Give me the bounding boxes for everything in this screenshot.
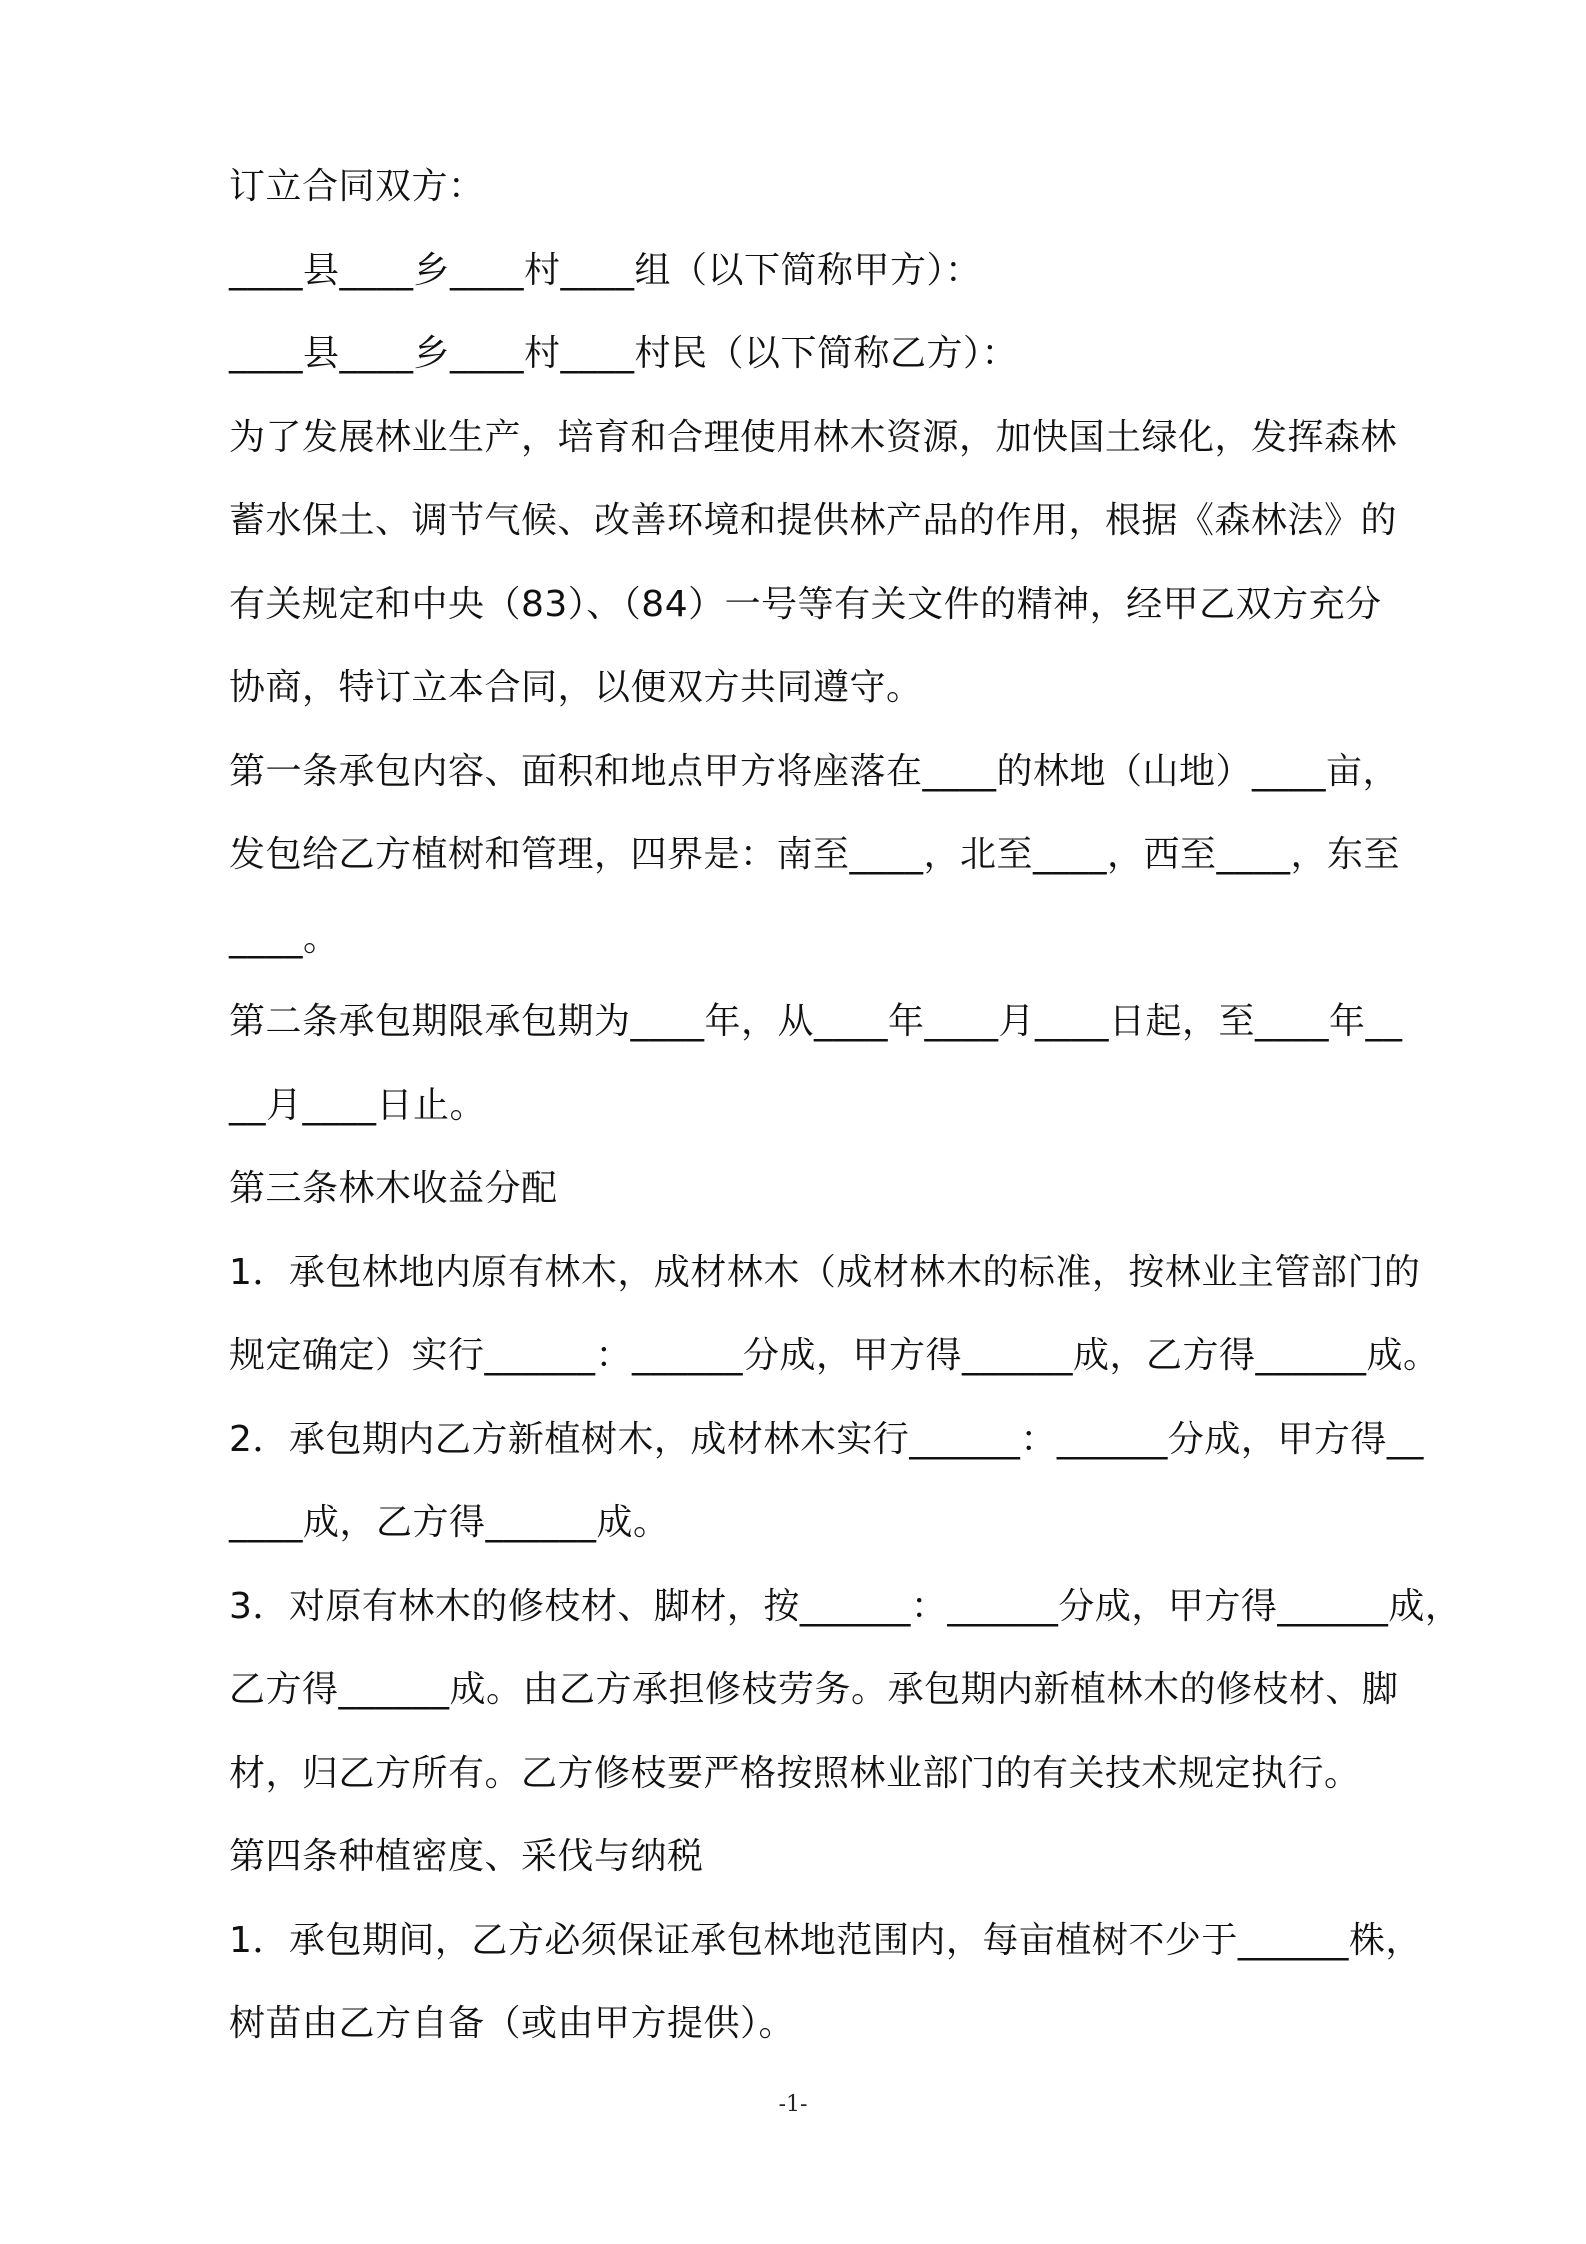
text-line: 1．承包林地内原有林木，成材林木（成材林木的标准，按林业主管部门的 (229, 1252, 1421, 1293)
text-line: __月____日止。 (229, 1085, 487, 1126)
text-line: ____成，乙方得______成。 (229, 1502, 670, 1543)
text-line: 协商，特订立本合同，以便双方共同遵守。 (229, 667, 923, 708)
text-line: 蓄水保土、调节气候、改善环境和提供林产品的作用，根据《森林法》的 (229, 500, 1398, 541)
text-line: 3．对原有林木的修枝材、脚材，按______：______分成，甲方得______成， (229, 1586, 1462, 1627)
text-line: 发包给乙方植树和管理，四界是：南至____，北至____，西至____，东至 (229, 834, 1401, 875)
text-line: 树苗由乙方自备（或由甲方提供）。 (229, 2003, 796, 2044)
text-line: 第二条承包期限承包期为____年，从____年____月____日起，至____年__ (229, 1001, 1403, 1042)
text-line: 第一条承包内容、面积和地点甲方将座落在____的林地（山地）____亩， (229, 751, 1400, 792)
text-line: 材，归乙方所有。乙方修枝要严格按照林业部门的有关技术规定执行。 (229, 1753, 1361, 1794)
text-line: 2．承包期内乙方新植树木，成材林木实行______：______分成，甲方得__ (229, 1419, 1424, 1460)
text-line: 规定确定）实行______：______分成，甲方得______成，乙方得______成。 (229, 1335, 1440, 1376)
text-line: 为了发展林业生产，培育和合理使用林木资源，加快国土绿化，发挥森林 (229, 417, 1398, 458)
text-line: 第三条林木收益分配 (229, 1168, 558, 1209)
text-line: ____县____乡____村____村民（以下简称乙方）： (229, 333, 1019, 374)
text-line: 1．承包期间，乙方必须保证承包林地范围内，每亩植树不少于______株， (229, 1920, 1422, 1961)
page-number: -1- (778, 2092, 808, 2117)
text-line: ____。 (229, 918, 340, 959)
text-line: 第四条种植密度、采伐与纳税 (229, 1836, 704, 1877)
text-line: ____县____乡____村____组（以下简称甲方）： (229, 250, 982, 291)
text-line: 有关规定和中央（83）、（84）一号等有关文件的精神，经甲乙双方充分 (229, 584, 1382, 625)
text-line: 订立合同双方： (229, 166, 485, 207)
text-line: 乙方得______成。由乙方承担修枝劳务。承包期内新植林木的修枝材、脚 (229, 1669, 1399, 1710)
